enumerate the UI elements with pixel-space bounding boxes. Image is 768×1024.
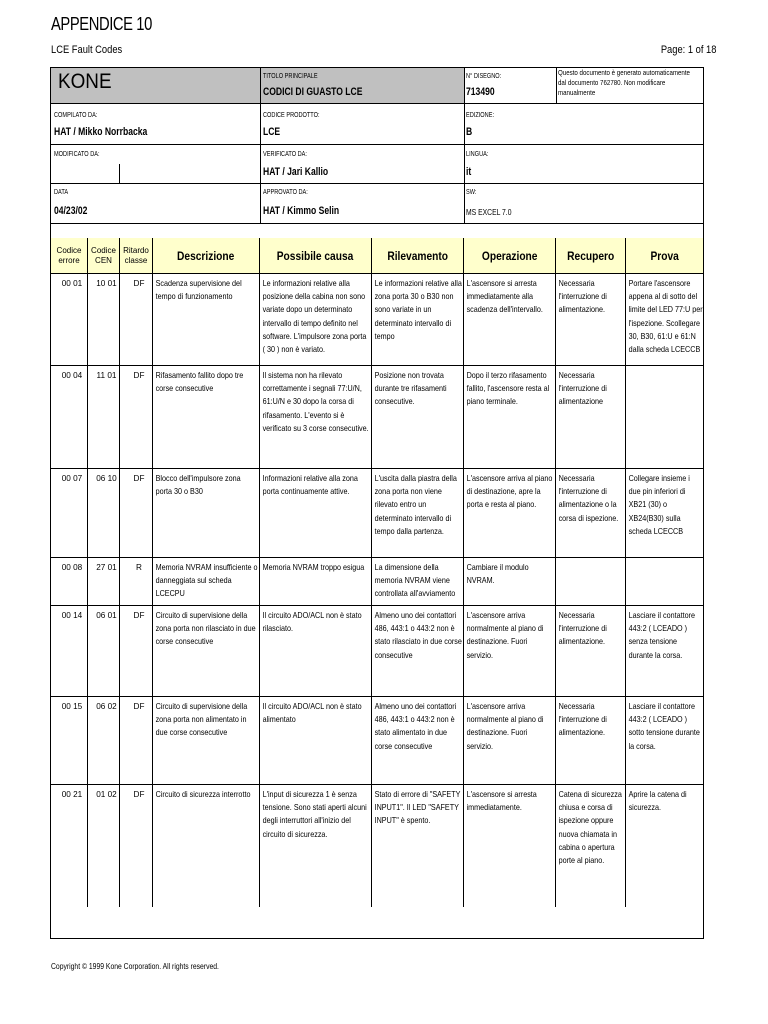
cell-ritardo-classe: DF [120,274,153,365]
table-row [51,273,703,365]
cell-prova [626,366,703,468]
cell-codice-errore: 00 14 [51,606,88,696]
cell-descrizione: Circuito di sicurezza interrotto [153,785,260,907]
cell-codice-cen: 06 10 [88,469,120,557]
cell-ritardo-classe: DF [120,606,153,696]
divider [51,223,703,224]
divider [119,164,120,183]
modificato-label: MODIFICATO DA: [54,151,100,158]
header-codice-errore: Codice errore [51,238,88,273]
cell-recupero: Necessaria l'interruzione di alimentazione. [556,274,626,365]
divider [556,68,557,103]
cell-recupero: Necessaria l'interruzione di alimentazione o la corsa di ispezione. [556,469,626,557]
cell-ritardo-classe: R [120,558,153,605]
approvato-label: APPROVATO DA: [263,189,308,196]
cell-rilevamento: Posizione non trovata durante tre rifasamenti consecutive. [372,366,464,468]
cell-descrizione: Rifasamento fallito dopo tre corse consecutive [153,366,260,468]
divider [464,68,465,223]
cell-codice-errore: 00 08 [51,558,88,605]
cell-prova: Lasciare il contattore 443:2 ( LCEADO ) sotto tensione durante la corsa. [628,701,700,751]
appendix-title: APPENDICE 10 [51,14,152,34]
cell-rilevamento: La dimensione della memoria NVRAM viene controllata all'avviamento [372,558,464,605]
cell-prova: Lasciare il contattore 443:2 ( LCEADO ) senza tensione durante la corsa. [628,610,696,660]
cell-rilevamento: L'uscita dalla piastra della zona porta non viene rilevato entro un determinato intervallo di tempo dalla partenza. [372,469,464,557]
cell-possibile-causa: Il circuito ADO/ACL non è stato alimentato [260,697,372,784]
disegno-label: N° DISEGNO: [466,73,502,80]
disegno-value: 713490 [466,86,495,98]
cell-rilevamento: Stato di errore di "SAFETY INPUT1". Il LED "SAFETY INPUT" è spento. [372,785,464,907]
cell-operazione: L'ascensore arriva normalmente al piano di destinazione. Fuori servizio. [464,697,556,784]
cell-possibile-causa: Informazioni relative alla zona porta continuamente attive. [260,469,372,557]
header-recupero: Recupero [556,238,626,273]
edizione-label: EDIZIONE: [466,112,495,119]
page-indicator: Page: 1 of 18 [660,44,716,56]
cell-codice-cen: 27 01 [88,558,120,605]
data-label: DATA [54,189,69,196]
cell-recupero [556,558,626,605]
cell-ritardo-classe: DF [120,785,153,907]
cell-operazione: L'ascensore si arresta immediatamente. [464,785,556,907]
cell-operazione: L'ascensore si arresta immediatamente alla scadenza dell'intervallo. [464,274,556,365]
divider [260,68,261,223]
company-logo-box [51,68,260,103]
cell-codice-cen: 11 01 [88,366,120,468]
titolo-label: TITOLO PRINCIPALE [263,73,318,80]
cell-possibile-causa: Il circuito ADO/ACL non è stato rilasciato. [260,606,372,696]
cell-ritardo-classe: DF [120,366,153,468]
sw-value: MS EXCEL 7.0 [466,207,512,217]
header-codice-cen: Codice CEN [88,238,120,273]
cell-prova: Aprire la catena di sicurezza. [628,789,687,813]
document-frame [50,67,704,939]
company-logo: KONE [58,70,112,93]
cell-rilevamento: Almeno uno dei contattori 486, 443:1 o 443:2 non è stato rilasciato in due corse consecutive [372,606,464,696]
cell-codice-cen: 01 02 [88,785,120,907]
table-row [51,557,703,605]
table-row [51,468,703,557]
cell-recupero: Necessaria l'interruzione di alimentazione [556,366,626,468]
cell-recupero: Catena di sicurezza chiusa e corsa di ispezione oppure nuova chiamata in cabina o apertura porte al piano. [556,785,626,907]
cell-possibile-causa: Le informazioni relative alla posizione della cabina non sono variate dopo un determinato intervallo di tempo definito nel software. L'impulsore zona porta ( 30 ) non è variato. [260,274,372,365]
cell-codice-cen: 06 02 [88,697,120,784]
header-ritardo-classe: Ritardo classe [120,238,153,273]
cell-prova [626,558,703,605]
cell-possibile-causa: Memoria NVRAM troppo esigua [260,558,372,605]
verificato-label: VERIFICATO DA: [263,151,307,158]
cell-descrizione: Blocco dell'impulsore zona porta 30 o B30 [153,469,260,557]
cell-codice-errore: 00 15 [51,697,88,784]
divider [51,183,703,184]
cell-descrizione: Memoria NVRAM insufficiente o danneggiata sul scheda LCECPU [153,558,260,605]
cell-recupero: Necessaria l'interruzione di alimentazione. [556,606,626,696]
cell-prova: Portare l'ascensore appena al di sotto del limite del LED 77:U per l'ispezione. Scollegare 30, B30, 61:U e 61:N dalla scheda LCECCB [628,278,703,355]
edizione-value: B [466,126,473,138]
header-rilevamento: Rilevamento [372,238,464,273]
header-operazione: Operazione [464,238,556,273]
table-row [51,605,703,696]
header-prova: Prova [626,238,703,273]
approvato-value: HAT / Kimmo Selin [263,205,340,217]
cell-recupero: Necessaria l'interruzione di alimentazione. [556,697,626,784]
divider [51,103,703,104]
cell-rilevamento: Almeno uno dei contattori 486, 443:1 o 443:2 non è stato alimentato in due corse consecutive [372,697,464,784]
data-value: 04/23/02 [54,205,88,217]
cell-ritardo-classe: DF [120,697,153,784]
codice-prodotto-label: CODICE PRODOTTO: [263,112,320,119]
cell-rilevamento: Le informazioni relative alla zona porta 30 o B30 non sono variate in un determinato intervallo di tempo [372,274,464,365]
cell-operazione: L'ascensore arriva normalmente al piano di destinazione. Fuori servizio. [464,606,556,696]
cell-operazione: Cambiare il modulo NVRAM. [464,558,556,605]
cell-operazione: L'ascensore arriva al piano di destinazione, apre la porta e resta al piano. [464,469,556,557]
copyright-notice: Copyright © 1999 Kone Corporation. All rights reserved. [51,962,219,971]
verificato-value: HAT / Jari Kallio [263,166,329,178]
codice-prodotto-value: LCE [263,126,281,138]
cell-descrizione: Scadenza supervisione del tempo di funzionamento [153,274,260,365]
cell-descrizione: Circuito di supervisione della zona porta non alimentato in due corse consecutive [153,697,260,784]
auto-generated-note: Questo documento è generato automaticamente dal documento 762780. Non modificare manualmente [558,68,690,97]
cell-operazione: Dopo il terzo rifasamento fallito, l'ascensore resta al piano terminale. [464,366,556,468]
header-possibile-causa: Possibile causa [260,238,372,273]
compilato-value: HAT / Mikko Norrbacka [54,126,148,138]
compilato-label: COMPILATO DA: [54,112,98,119]
cell-codice-cen: 06 01 [88,606,120,696]
table-row [51,365,703,468]
cell-codice-errore: 00 04 [51,366,88,468]
cell-prova: Collegare insieme i due pin inferiori di XB21 (30) o XB24(B30) sulla scheda LCECCB [628,473,690,536]
lingua-label: LINGUA: [466,151,489,158]
divider [51,144,703,145]
lingua-value: it [466,166,472,178]
document-subtitle: LCE Fault Codes [51,44,123,56]
cell-codice-errore: 00 01 [51,274,88,365]
cell-codice-errore: 00 21 [51,785,88,907]
cell-possibile-causa: Il sistema non ha rilevato correttamente i segnali 77:U/N, 61:U/N e 30 dopo la corsa di rifasamento. L'evento si è verificato su 3 corse consecutive. [260,366,372,468]
sw-label: SW: [466,189,477,196]
table-row [51,696,703,784]
cell-codice-cen: 10 01 [88,274,120,365]
cell-possibile-causa: L'input di sicurezza 1 è senza tensione. Sono stati aperti alcuni degli interruttori all'inizio del circuito di sicurezza. [260,785,372,907]
cell-ritardo-classe: DF [120,469,153,557]
table-row [51,784,703,907]
header-descrizione: Descrizione [153,238,260,273]
cell-codice-errore: 00 07 [51,469,88,557]
cell-descrizione: Circuito di supervisione della zona porta non rilasciato in due corse consecutive [153,606,260,696]
titolo-value: CODICI DI GUASTO LCE [263,86,363,98]
